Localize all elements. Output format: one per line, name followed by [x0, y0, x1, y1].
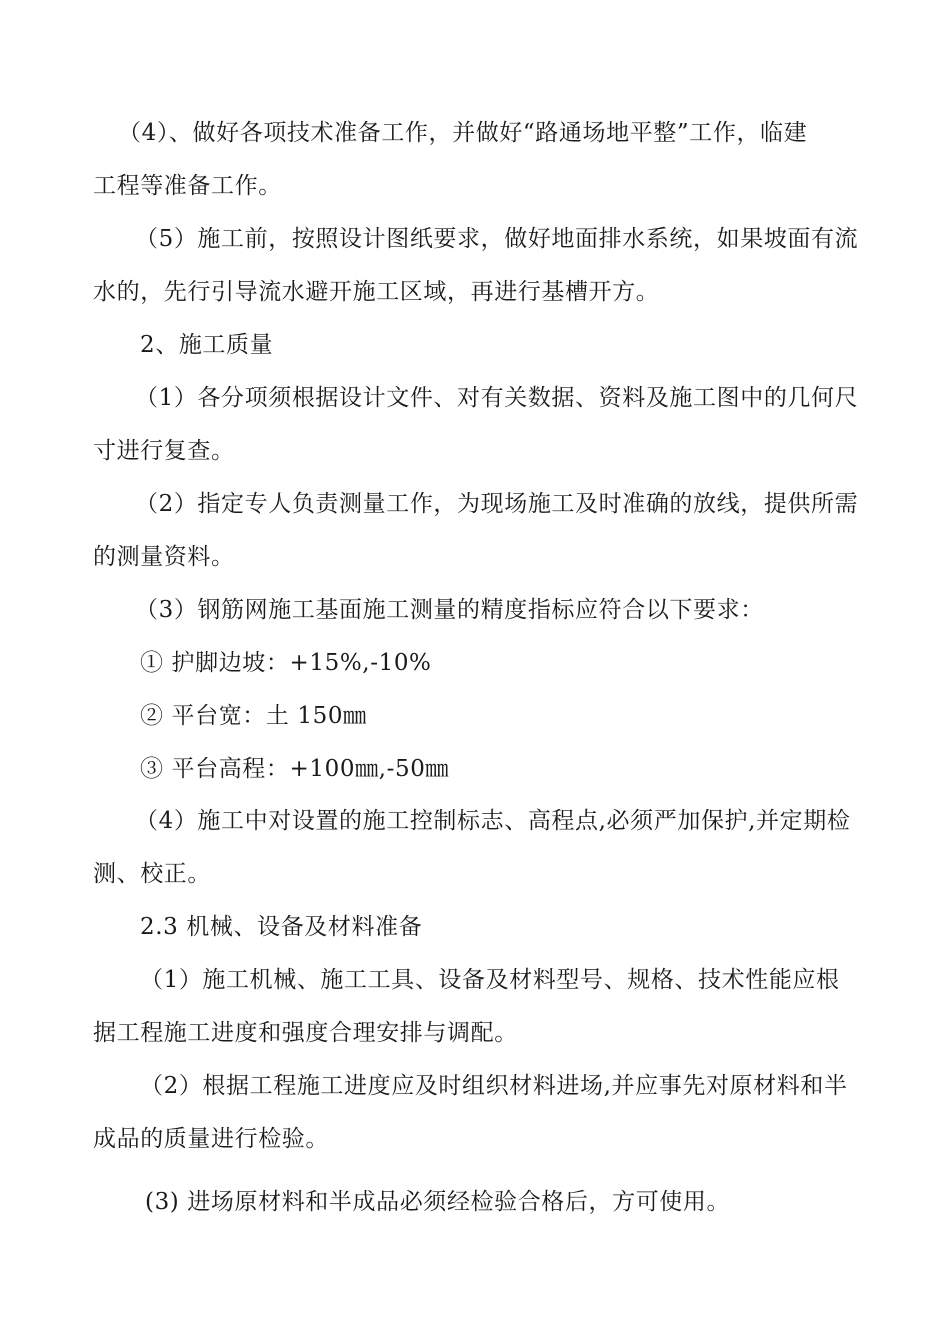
paragraph-line: （4）施工中对设置的施工控制标志、高程点,必须严加保护,并定期检 — [135, 808, 851, 834]
list-item: ③ 平台高程：+100㎜,-50㎜ — [140, 756, 450, 782]
paragraph-line: （4）、做好各项技术准备工作，并做好“路通场地平整”工作，临建 — [118, 120, 808, 146]
paragraph-line: （1）施工机械、施工工具、设备及材料型号、规格、技术性能应根 — [140, 967, 840, 993]
paragraph-line: 寸进行复查。 — [93, 438, 235, 464]
paragraph-line: 据工程施工进度和强度合理安排与调配。 — [93, 1020, 518, 1046]
paragraph-line: （2）根据工程施工进度应及时组织材料进场,并应事先对原材料和半 — [140, 1073, 848, 1099]
paragraph-line: 水的，先行引导流水避开施工区域，再进行基槽开方。 — [93, 279, 660, 305]
list-item: ② 平台宽：土 150㎜ — [140, 703, 367, 729]
paragraph-line: （1）各分项须根据设计文件、对有关数据、资料及施工图中的几何尺 — [135, 385, 859, 411]
section-heading: 2.3 机械、设备及材料准备 — [140, 914, 423, 940]
paragraph-line: （3）钢筋网施工基面施工测量的精度指标应符合以下要求： — [135, 597, 764, 623]
paragraph-line: （5）施工前，按照设计图纸要求，做好地面排水系统，如果坡面有流 — [135, 226, 859, 252]
section-heading: 2、施工质量 — [140, 332, 274, 358]
list-item: ① 护脚边坡：+15%,-10% — [140, 650, 432, 676]
paragraph-line: 的测量资料。 — [93, 544, 235, 570]
paragraph-line: 成品的质量进行检验。 — [93, 1126, 329, 1152]
paragraph-line: 测、校正。 — [93, 861, 211, 887]
paragraph-line: （2）指定专人负责测量工作，为现场施工及时准确的放线，提供所需 — [135, 491, 859, 517]
paragraph-line: 工程等准备工作。 — [93, 173, 282, 199]
paragraph-line: (3) 进场原材料和半成品必须经检验合格后，方可使用。 — [145, 1189, 731, 1215]
